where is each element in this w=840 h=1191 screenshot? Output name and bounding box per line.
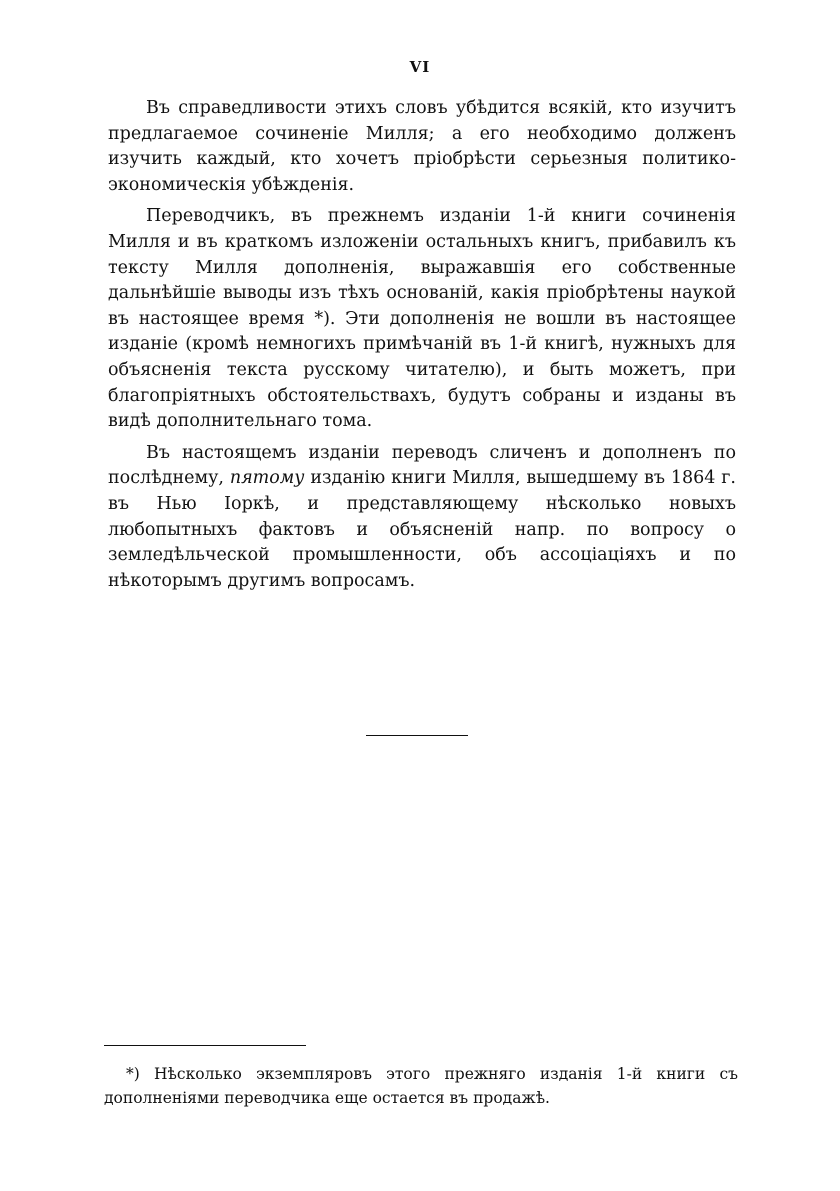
paragraph-2: Переводчикъ, въ прежнемъ изданіи 1-й книги сочиненія Милля и въ краткомъ изложеніи остальныхъ книгъ, прибавилъ къ тексту Милля дополненія, выражавшія его собственные дальнѣйшіе выводы изъ тѣхъ основаній, какія пріобрѣтены наукой въ настоящее время *). Эти дополненія не вошли въ настоящее изданіе (кромѣ немногихъ примѣчаній въ 1-й книгѣ, нужныхъ для объясненія текста русскому читателю), и быть можетъ, при благопріятныхъ обстоятельствахъ, будутъ собраны и изданы въ видѣ дополнительнаго тома. [108, 206, 736, 432]
section-divider [366, 735, 468, 736]
page-number: VI [409, 58, 431, 76]
paragraph-3-start: Въ настоящемъ изданіи переводъ сличенъ и дополненъ по послѣднему, [108, 442, 736, 489]
paragraph-3-end: изданію книги Милля, вышедшему въ 1864 г. въ Нью Іоркѣ, и представляющему нѣсколько новыхъ любопытныхъ фактовъ и объясненій напр. по вопросу о земледѣльческой промышленности, объ ассоціаціяхъ и по нѣкоторымъ другимъ вопросамъ. [108, 468, 736, 591]
footnote-rule [104, 1045, 306, 1046]
body-text [108, 96, 736, 600]
paragraph-3 [108, 441, 736, 595]
paragraph-3-italic-word: пятому [229, 468, 305, 489]
footnote: *) Нѣсколько экземпляровъ этого прежняго изданія 1-й книги съ дополненіями переводчика еще остается въ продажѣ. [104, 1065, 738, 1107]
paragraph-1: Въ справедливости этихъ словъ убѣдится всякій, кто изучитъ предлагаемое сочиненіе Милля; а его необходимо долженъ изучить каждый, кто хочетъ пріобрѣсти серьезныя политико-экономическія убѣжденія. [108, 98, 736, 195]
